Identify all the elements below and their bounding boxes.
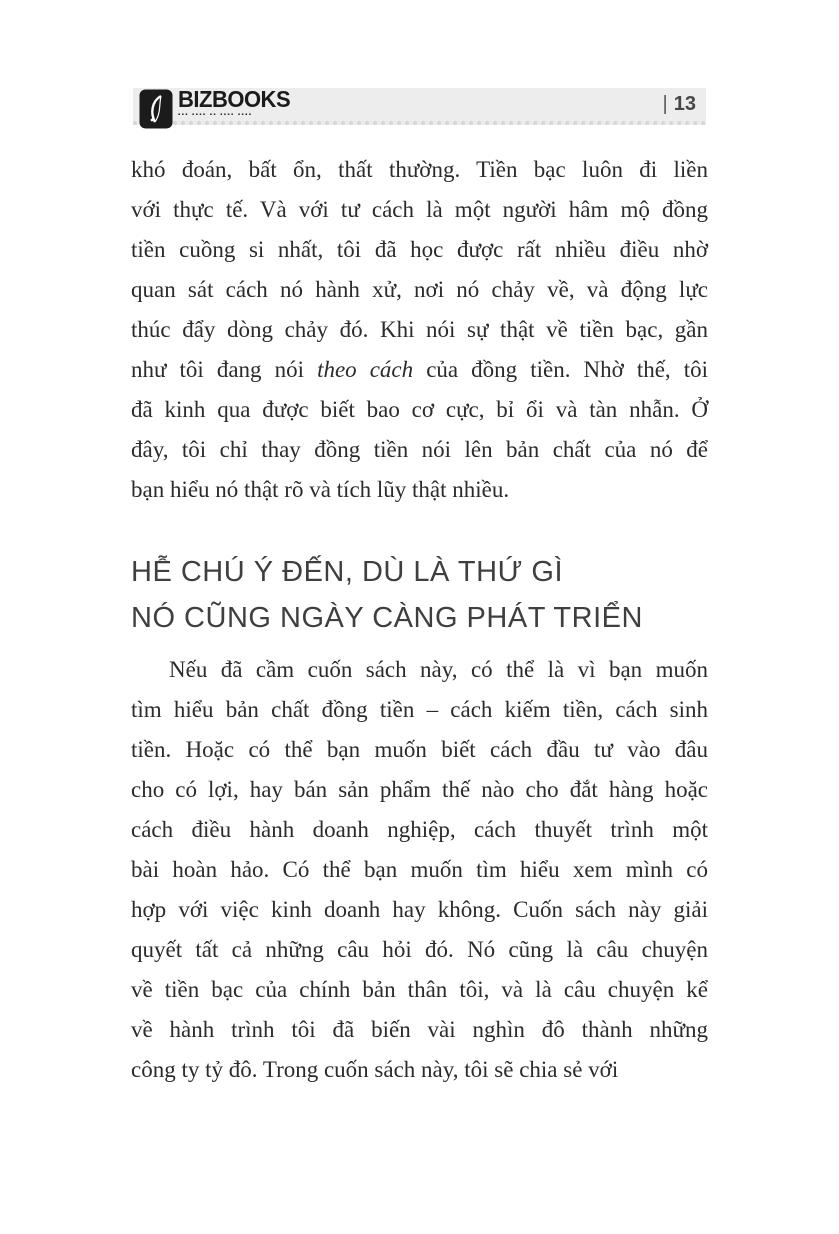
text-line: hợp với việc kinh doanh hay không. Cuốn sách này giải	[131, 897, 708, 922]
paragraph-1	[131, 150, 708, 510]
page-number-separator: |	[662, 93, 668, 115]
page-number	[663, 93, 696, 116]
logo-wordmark: BIZBOOKS	[178, 85, 291, 113]
italic-phrase: theo cách	[317, 357, 414, 382]
text-line: tiền. Hoặc có thể bạn muốn biết cách đầu tư vào đâu	[131, 737, 708, 762]
text-line: thúc đẩy dòng chảy đó. Khi nói sự thật về tiền bạc, gần	[131, 317, 708, 342]
text-segment: của đồng tiền. Nhờ thế, tôi	[413, 357, 709, 382]
section-heading	[131, 549, 731, 641]
text-line: bài hoàn hảo. Có thể bạn muốn tìm hiểu xem mình có	[131, 857, 708, 882]
text-line: về tiền bạc của chính bản thân tôi, và là câu chuyện kể	[131, 977, 708, 1002]
section-heading-line2: NÓ CŨNG NGÀY CÀNG PHÁT TRIỂN	[131, 602, 643, 634]
text-segment: như tôi đang nói	[131, 357, 318, 382]
text-line: với thực tế. Và với tư cách là một người hâm mộ đồng	[131, 197, 708, 222]
text-line: tiền cuồng si nhất, tôi đã học được rất nhiều điều nhờ	[131, 237, 708, 262]
logo-text-block	[178, 85, 291, 118]
page-header	[133, 85, 706, 125]
logo-tagline: ▪▪▪ ▪▪▪▪ ▪▪ ▪▪▪▪ ▪▪▪▪	[178, 112, 253, 118]
bizbooks-logo	[139, 85, 291, 121]
text-line: bạn hiểu nó thật rõ và tích lũy thật nhiều.	[131, 477, 510, 502]
book-logo-icon	[139, 89, 173, 129]
text-line: đây, tôi chỉ thay đồng tiền nói lên bản chất của nó để	[131, 437, 708, 462]
text-line: đã kinh qua được biết bao cơ cực, bỉ ổi và tàn nhẫn. Ở	[131, 397, 708, 422]
text-line: cách điều hành doanh nghiệp, cách thuyết trình một	[131, 817, 708, 842]
text-line: tìm hiểu bản chất đồng tiền – cách kiếm tiền, cách sinh	[131, 697, 708, 722]
section-heading-line1: HỄ CHÚ Ý ĐẾN, DÙ LÀ THỨ GÌ	[131, 556, 564, 588]
text-line-with-italic	[131, 350, 708, 390]
paragraph-2	[131, 650, 708, 1090]
page-number-value: 13	[673, 93, 696, 115]
text-line: quan sát cách nó hành xử, nơi nó chảy về, và động lực	[131, 277, 708, 302]
text-line: công ty tỷ đô. Trong cuốn sách này, tôi sẽ chia sẻ với	[131, 1057, 619, 1082]
text-line: về hành trình tôi đã biến vài nghìn đô thành những	[131, 1017, 708, 1042]
text-line: quyết tất cả những câu hỏi đó. Nó cũng là câu chuyện	[131, 937, 708, 962]
text-line: cho có lợi, hay bán sản phẩm thế nào cho đắt hàng hoặc	[131, 777, 708, 802]
text-line: khó đoán, bất ổn, thất thường. Tiền bạc luôn đi liền	[131, 157, 708, 182]
text-line: Nếu đã cầm cuốn sách này, có thể là vì bạn muốn	[169, 657, 708, 682]
